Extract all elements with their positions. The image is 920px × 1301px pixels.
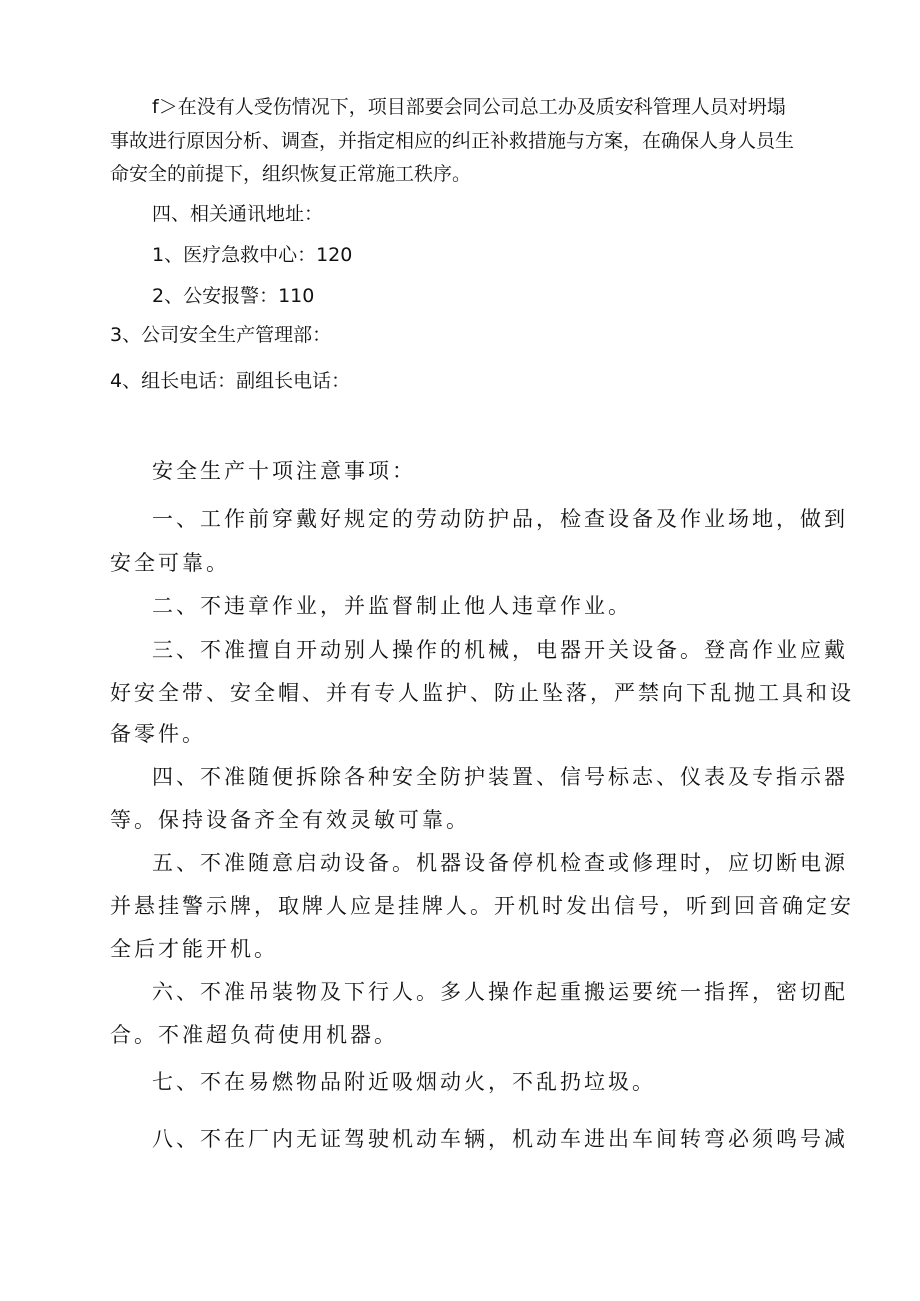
paragraph-line: 三、不准擅自开动别人操作的机械，电器开关设备。登高作业应戴 bbox=[152, 638, 848, 662]
paragraph-line: 好安全带、安全帽、并有专人监护、防止坠落，严禁向下乱抛工具和设 bbox=[110, 681, 854, 705]
paragraph-line: 八、不在厂内无证驾驶机动车辆，机动车进出车间转弯必须鸣号减 bbox=[152, 1127, 848, 1151]
section-heading: 四、相关通讯地址： bbox=[152, 203, 324, 225]
paragraph-line: 安全可靠。 bbox=[110, 551, 230, 575]
contact-line: 1、医疗急救中心：120 bbox=[152, 244, 353, 266]
contact-line: 3、公司安全生产管理部： bbox=[110, 324, 332, 346]
paragraph-line: 四、不准随便拆除各种安全防护装置、信号标志、仪表及专指示器 bbox=[152, 765, 848, 789]
paragraph-line: 七、不在易燃物品附近吸烟动火，不乱扔垃圾。 bbox=[152, 1070, 656, 1094]
contact-line: 2、公安报警：110 bbox=[152, 285, 315, 307]
paragraph-line: 一、工作前穿戴好规定的劳动防护品，检查设备及作业场地，做到 bbox=[152, 507, 848, 531]
paragraph-line: 事故进行原因分析、调查，并指定相应的纠正补救措施与方案，在确保人身人员生 bbox=[110, 130, 795, 152]
contact-line: 4、组长电话：副组长电话： bbox=[110, 370, 351, 392]
paragraph-line: 备零件。 bbox=[110, 722, 206, 746]
paragraph-line: 等。保持设备齐全有效灵敏可靠。 bbox=[110, 808, 470, 832]
paragraph-line: 并悬挂警示牌，取牌人应是挂牌人。开机时发出信号，听到回音确定安 bbox=[110, 894, 854, 918]
paragraph-line: 全后才能开机。 bbox=[110, 937, 278, 961]
paragraph-line: 合。不准超负荷使用机器。 bbox=[110, 1023, 398, 1047]
paragraph-line: 命安全的前提下，组织恢复正常施工秩序。 bbox=[110, 163, 472, 185]
paragraph-line: 五、不准随意启动设备。机器设备停机检查或修理时，应切断电源 bbox=[152, 851, 848, 875]
paragraph-line: 六、不准吊装物及下行人。多人操作起重搬运要统一指挥，密切配 bbox=[152, 980, 848, 1004]
paragraph-line: 二、不违章作业，并监督制止他人违章作业。 bbox=[152, 594, 632, 618]
paragraph-line: f＞在没有人受伤情况下，项目部要会同公司总工办及质安科管理人员对坍塌 bbox=[152, 96, 786, 118]
section-title: 安全生产十项注意事项： bbox=[152, 459, 416, 483]
